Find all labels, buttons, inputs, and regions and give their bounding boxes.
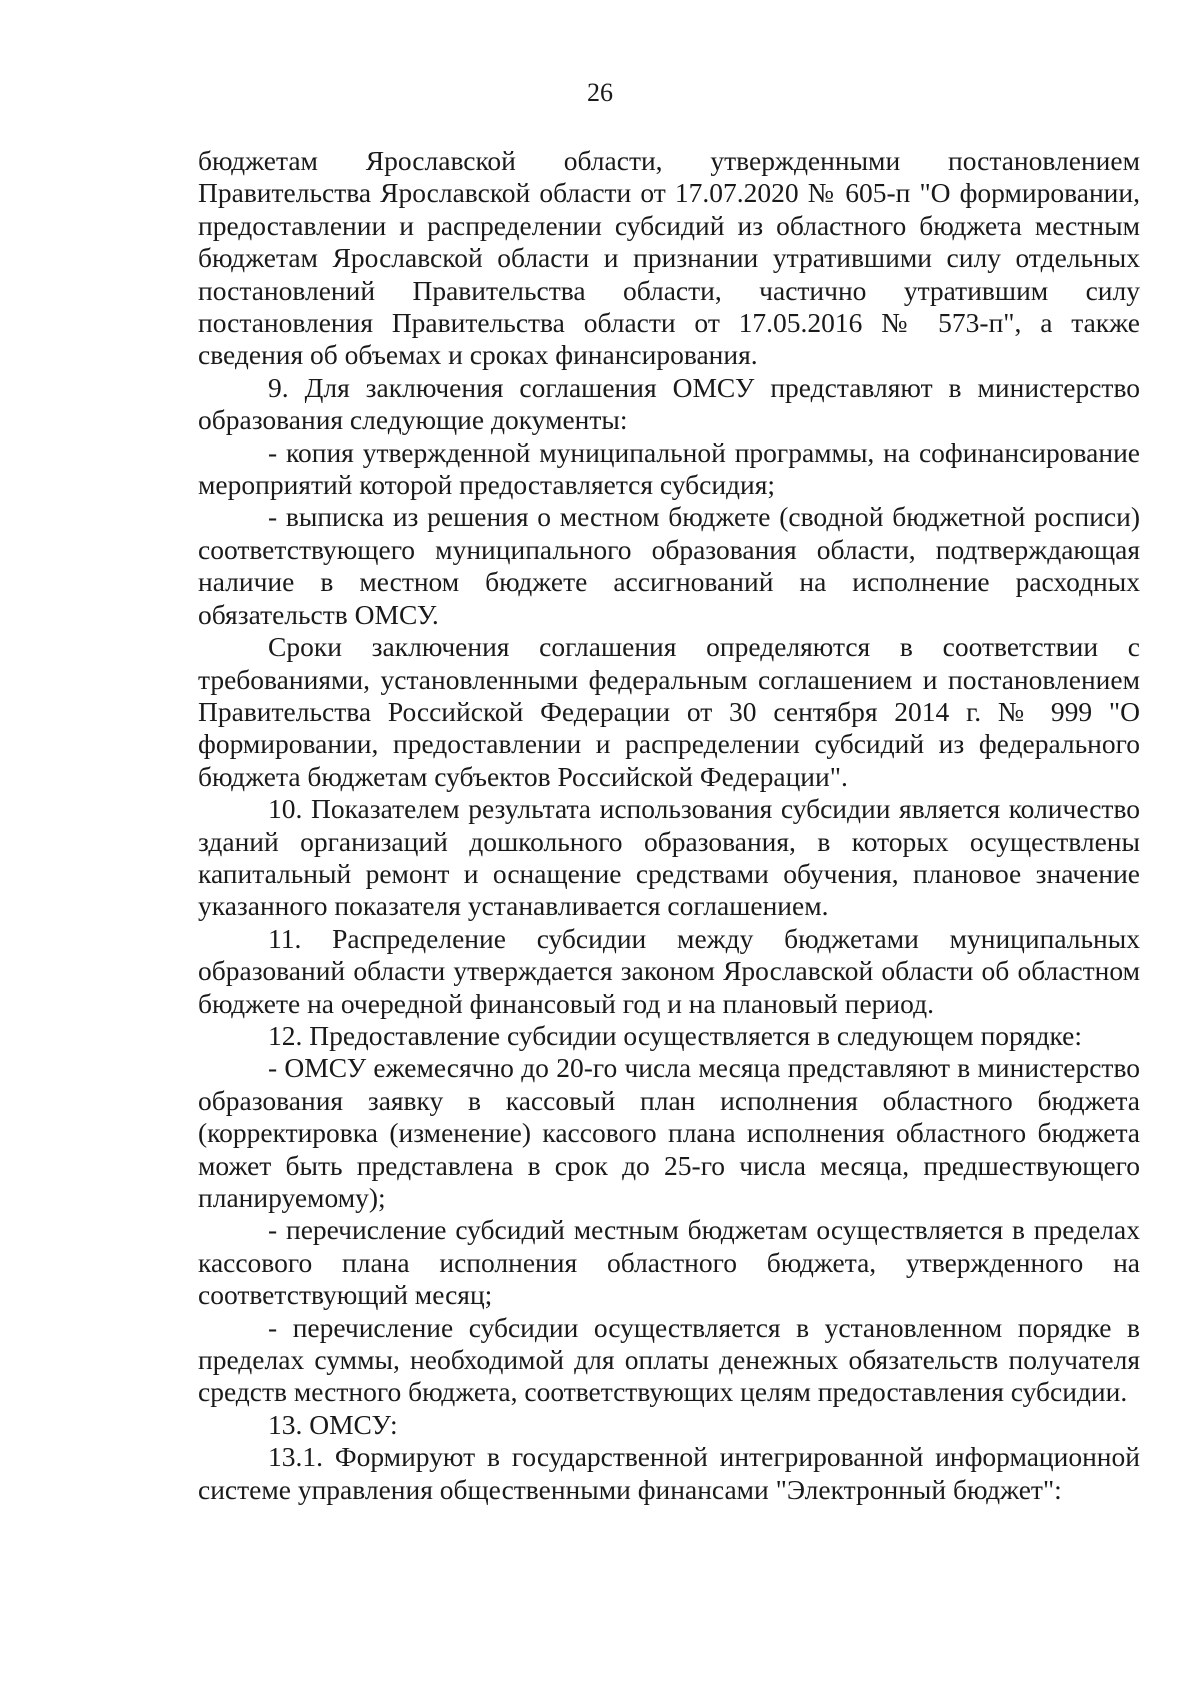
paragraph-item-12-transfer-amount: - перечисление субсидии осуществляется в установленном порядке в пределах суммы, необходимой для оплаты денежных обязательств получателя средств местного бюджета, соответствующих целям предоставления субсидии.: [198, 1311, 1140, 1408]
paragraph-item-12: 12. Предоставление субсидии осуществляется в следующем порядке:: [268, 1019, 1082, 1051]
paragraph-item-12-transfer-plan: - перечисление субсидий местным бюджетам осуществляется в пределах кассового плана исполнения областного бюджета, утвержденного на соответствующий месяц;: [198, 1214, 1140, 1311]
paragraph-item-12-application: - ОМСУ ежемесячно до 20-го числа месяца представляют в министерство образования заявку в кассовый план исполнения областного бюджета (корректировка (изменение) кассового плана исполнения областного бюджета может быть представлена в срок до 25-го числа месяца, предшествующего планируемому);: [198, 1052, 1140, 1213]
paragraph-item-11: 11. Распределение субсидии между бюджетами муниципальных образований области утверждается законом Ярославской области об областном бюджете на очередной финансовый год и на плановый период.: [198, 922, 1140, 1019]
paragraph-continuation: бюджетам Ярославской области, утвержденными постановлением Правительства Ярославской области от 17.07.2020 № 605-п "О формировании, предоставлении и распределении субсидий из областного бюджета местным бюджетам Ярославской области и признании утратившими силу отдельных постановлений Правительства области, частично утратившим силу постановления Правительства области от 17.05.2016 № 573-п", а также сведения об объемах и сроках финансирования.: [198, 145, 1140, 371]
paragraph-item-9-program-copy: - копия утвержденной муниципальной программы, на софинансирование мероприятий которой предоставляется субсидия;: [198, 436, 1140, 501]
paragraph-agreement-terms: Сроки заключения соглашения определяются в соответствии с требованиями, установленными федеральным соглашением и постановлением Правительства Российской Федерации от 30 сентября 2014 г. № 999 "О формировании, предоставлении и распределении субсидий из федерального бюджета бюджетам субъектов Российской Федерации".: [198, 631, 1140, 792]
paragraph-item-10: 10. Показателем результата использования субсидии является количество зданий организаций дошкольного образования, в которых осуществлены капитальный ремонт и оснащение средствами обучения, плановое значение указанного показателя устанавливается соглашением.: [198, 793, 1140, 922]
paragraph-item-13: 13. ОМСУ:: [268, 1408, 398, 1440]
paragraph-item-13-1: 13.1. Формируют в государственной интегрированной информационной системе управления общественными финансами "Электронный бюджет":: [198, 1441, 1140, 1505]
paragraph-item-9: 9. Для заключения соглашения ОМСУ представляют в министерство образования следующие документы:: [198, 371, 1140, 436]
document-body: [198, 145, 1140, 1506]
paragraph-item-9-budget-extract: - выписка из решения о местном бюджете (сводной бюджетной росписи) соответствующего муниципального образования области, подтверждающая наличие в местном бюджете ассигнований на исполнение расходных обязательств ОМСУ.: [198, 501, 1140, 630]
page-number: 26: [587, 78, 613, 107]
